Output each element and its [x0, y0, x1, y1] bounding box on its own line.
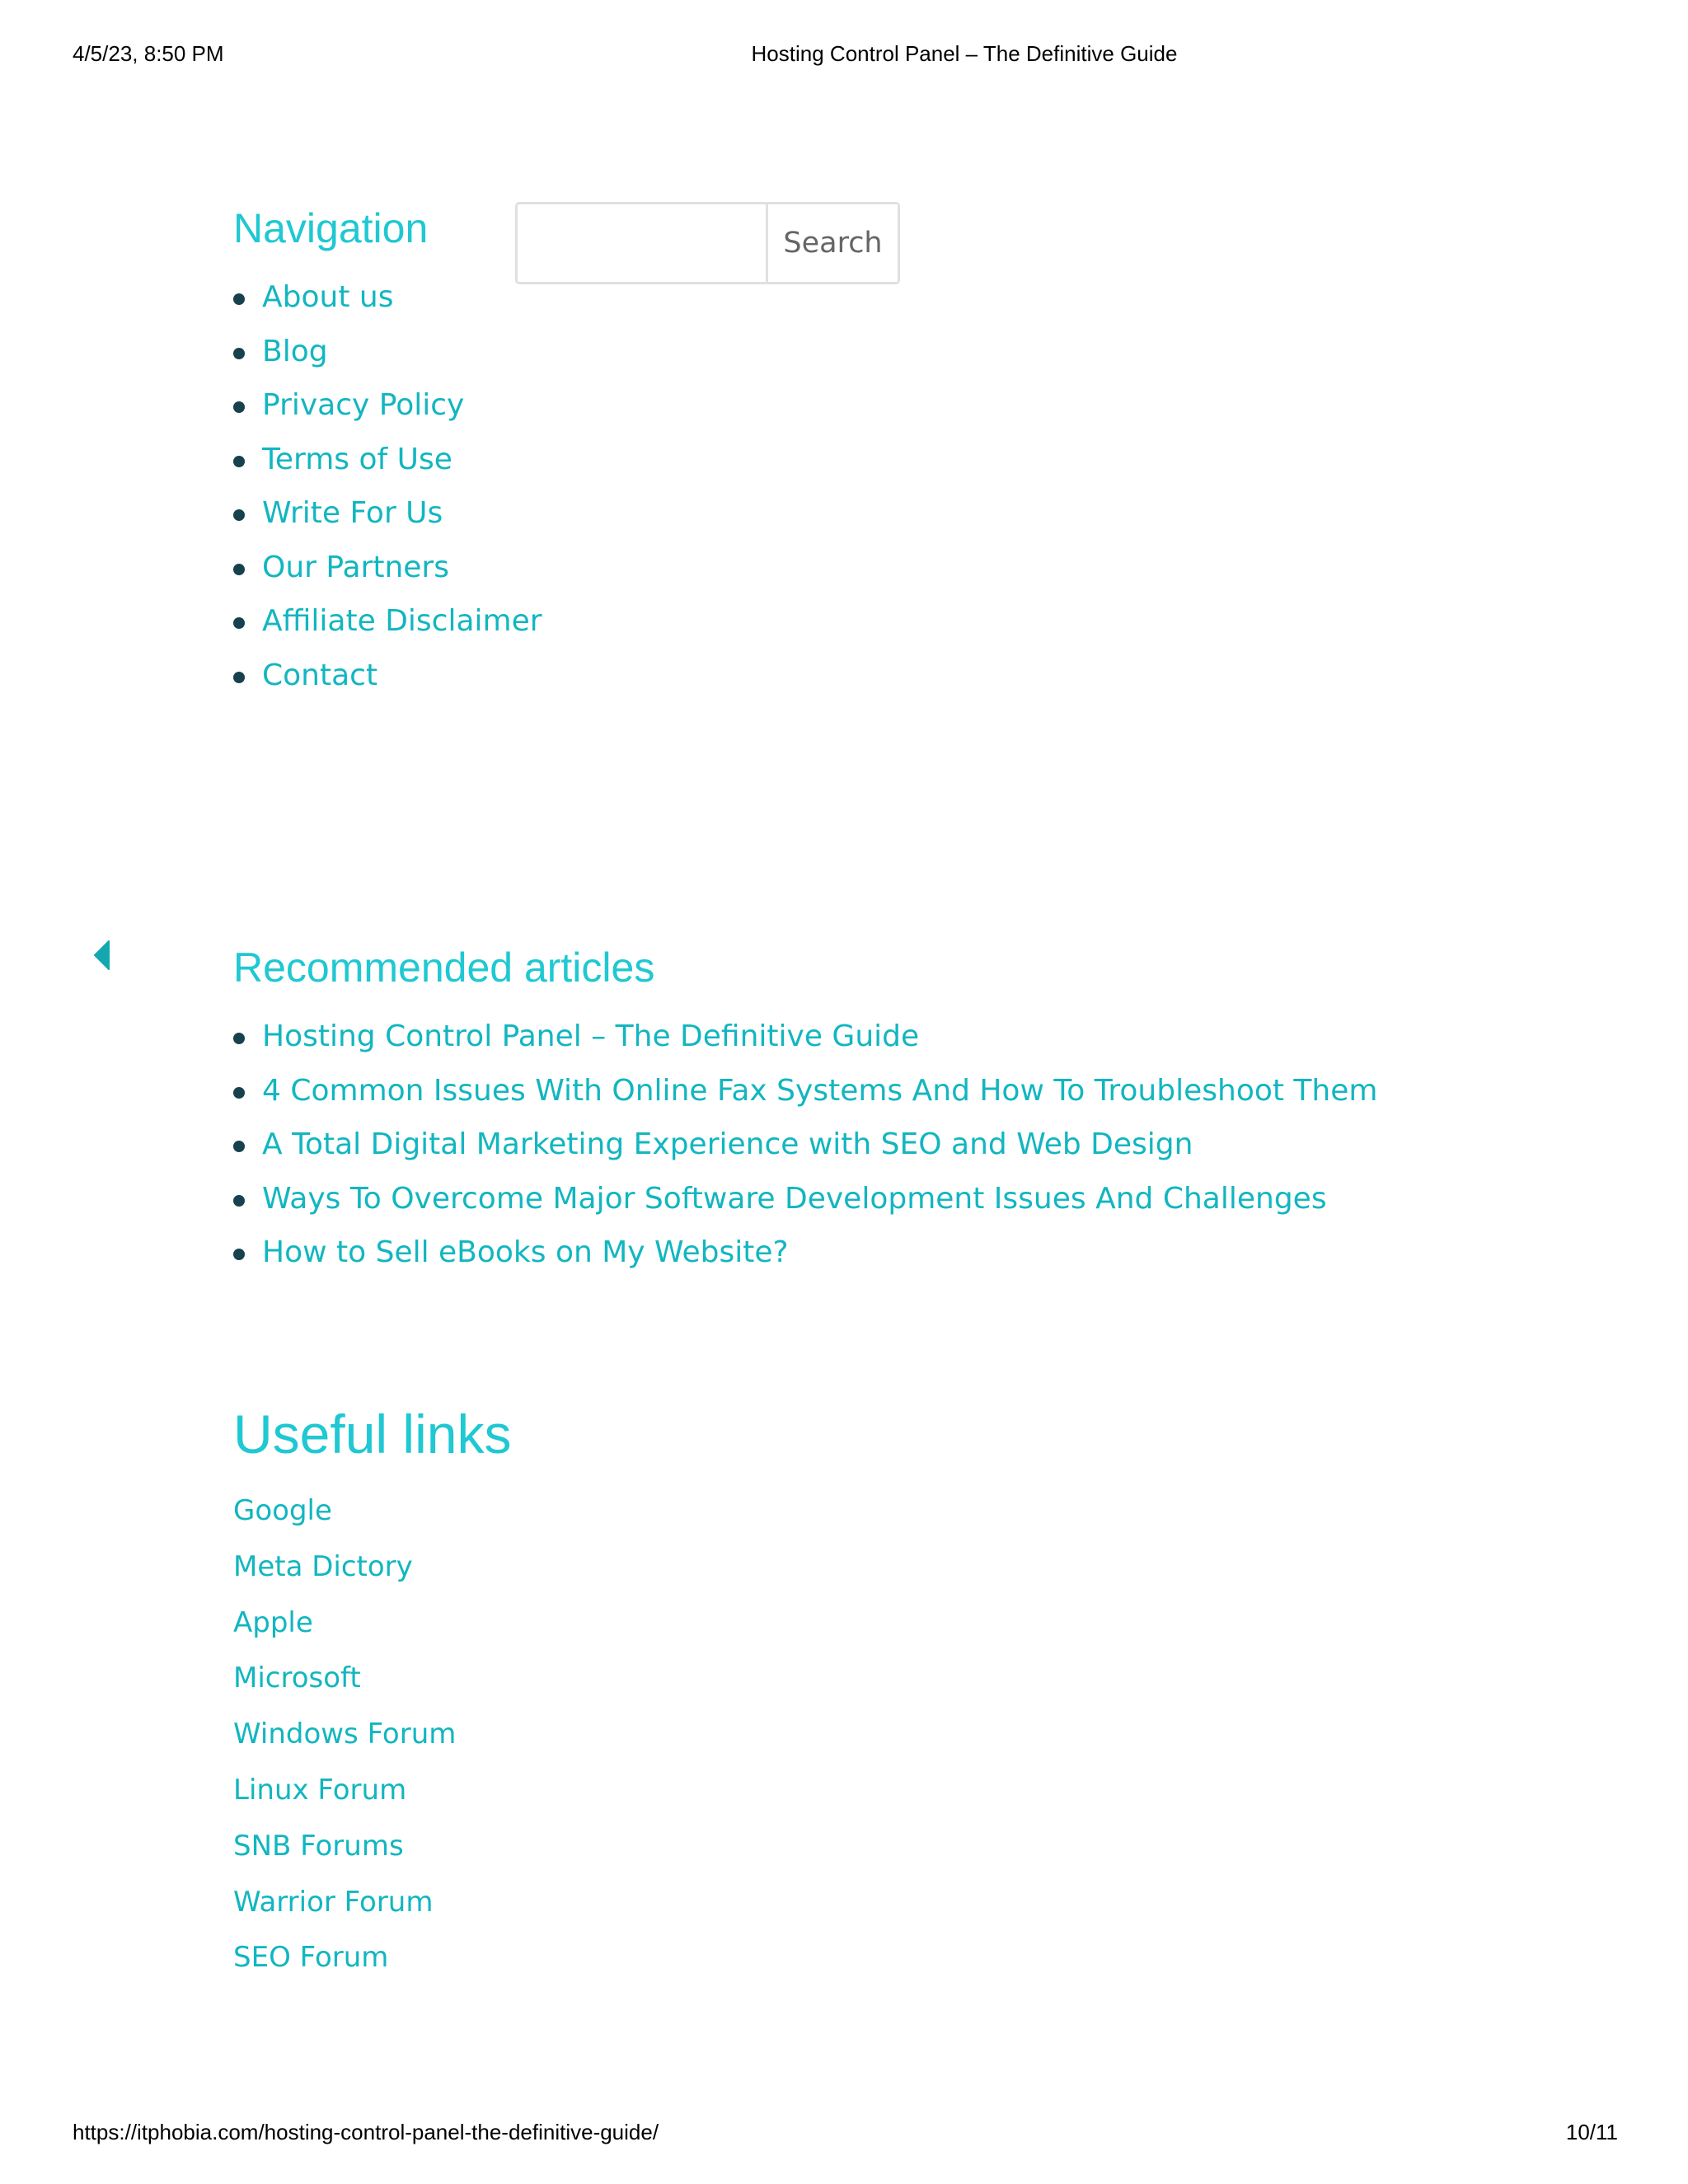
- bullet-icon: [233, 1087, 245, 1099]
- recommended-item: [233, 1172, 1470, 1226]
- recommended-link[interactable]: A Total Digital Marketing Experience with SEO and Web Design: [262, 1127, 1193, 1161]
- print-datetime: 4/5/23, 8:50 PM: [73, 41, 224, 66]
- nav-link-blog[interactable]: Blog: [262, 334, 328, 368]
- useful-link-windows-forum[interactable]: Windows Forum: [233, 1718, 457, 1751]
- bullet-icon: [233, 293, 245, 305]
- bullet-icon: [233, 509, 245, 521]
- useful-link-meta-dictory[interactable]: Meta Dictory: [233, 1549, 413, 1583]
- navigation-heading: Navigation: [233, 205, 429, 251]
- recommended-link[interactable]: 4 Common Issues With Online Fax Systems And How To Troubleshoot Them: [262, 1073, 1378, 1108]
- useful-link-item: [233, 1763, 456, 1819]
- useful-link-linux-forum[interactable]: Linux Forum: [233, 1773, 407, 1807]
- nav-item-terms-of-use: [233, 433, 645, 487]
- recommended-link[interactable]: Hosting Control Panel – The Definitive Guide: [262, 1019, 920, 1053]
- useful-links-heading: Useful links: [233, 1404, 512, 1465]
- bullet-icon: [233, 1141, 245, 1152]
- search-button[interactable]: Search: [766, 204, 898, 282]
- useful-link-snb-forums[interactable]: SNB Forums: [233, 1829, 404, 1863]
- nav-item-privacy-policy: [233, 378, 645, 433]
- nav-link-write-for-us[interactable]: Write For Us: [262, 496, 443, 530]
- recommended-item: [233, 1010, 1470, 1064]
- nav-link-privacy-policy[interactable]: Privacy Policy: [262, 388, 465, 422]
- useful-link-item: [233, 1596, 456, 1652]
- bullet-icon: [233, 456, 245, 467]
- caret-left-icon[interactable]: [92, 940, 110, 971]
- nav-link-terms-of-use[interactable]: Terms of Use: [262, 442, 452, 476]
- bullet-icon: [233, 672, 245, 683]
- recommended-list: [233, 1010, 1470, 1280]
- recommended-link[interactable]: How to Sell eBooks on My Website?: [262, 1235, 789, 1269]
- useful-link-item: [233, 1930, 456, 1986]
- useful-link-warrior-forum[interactable]: Warrior Forum: [233, 1885, 434, 1919]
- navigation-list: [233, 270, 645, 702]
- nav-item-blog: [233, 325, 645, 379]
- nav-link-contact[interactable]: Contact: [262, 658, 378, 692]
- nav-item-write-for-us: [233, 486, 645, 541]
- useful-link-item: [233, 1651, 456, 1707]
- bullet-icon: [233, 564, 245, 575]
- useful-link-item: [233, 1540, 456, 1596]
- bullet-icon: [233, 617, 245, 629]
- useful-link-google[interactable]: Google: [233, 1494, 332, 1527]
- print-doc-title: Hosting Control Panel – The Definitive Guide: [751, 41, 1178, 66]
- search-input[interactable]: [518, 204, 765, 282]
- useful-link-apple[interactable]: Apple: [233, 1605, 313, 1639]
- bullet-icon: [233, 401, 245, 413]
- print-footer: [0, 2120, 1688, 2148]
- recommended-item: [233, 1226, 1470, 1280]
- bullet-icon: [233, 1033, 245, 1044]
- useful-links-list: [233, 1483, 456, 1986]
- recommended-item: [233, 1118, 1470, 1172]
- bullet-icon: [233, 1249, 245, 1260]
- nav-item-our-partners: [233, 541, 645, 595]
- useful-link-seo-forum[interactable]: SEO Forum: [233, 1941, 389, 1975]
- recommended-heading: Recommended articles: [233, 944, 655, 991]
- print-page-number: 10/11: [1565, 2120, 1618, 2144]
- useful-link-item: [233, 1707, 456, 1763]
- useful-link-item: [233, 1875, 456, 1931]
- search-form: [515, 202, 900, 284]
- nav-link-about-us[interactable]: About us: [262, 280, 394, 314]
- print-header: [0, 41, 1688, 69]
- bullet-icon: [233, 1195, 245, 1207]
- recommended-item: [233, 1064, 1470, 1118]
- nav-item-contact: [233, 649, 645, 703]
- nav-link-affiliate-disclaimer[interactable]: Affiliate Disclaimer: [262, 604, 542, 638]
- nav-link-our-partners[interactable]: Our Partners: [262, 550, 449, 584]
- print-url: https://itphobia.com/hosting-control-panel-the-definitive-guide/: [73, 2120, 659, 2144]
- bullet-icon: [233, 348, 245, 359]
- useful-link-item: [233, 1819, 456, 1875]
- useful-link-microsoft[interactable]: Microsoft: [233, 1661, 361, 1695]
- useful-link-item: [233, 1483, 456, 1540]
- nav-item-affiliate-disclaimer: [233, 594, 645, 649]
- recommended-link[interactable]: Ways To Overcome Major Software Development Issues And Challenges: [262, 1181, 1327, 1216]
